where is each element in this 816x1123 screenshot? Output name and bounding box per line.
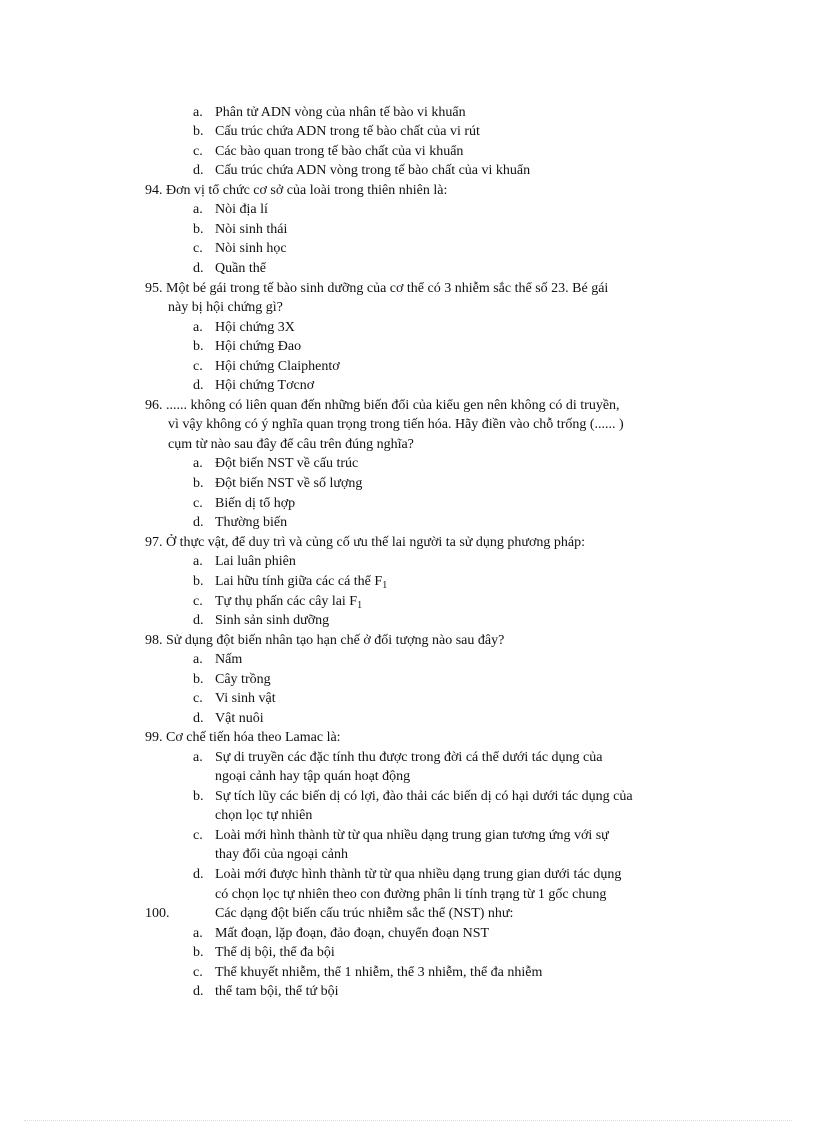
q93-option-d: d. Cấu trúc chứa ADN vòng trong tế bào chất của vi khuẩn <box>193 163 531 178</box>
q95-option-b: b. Hội chứng Đao <box>193 339 302 354</box>
q97-question: 97. Ở thực vật, để duy trì và củng cố ưu thế lai người ta sử dụng phương pháp: <box>145 535 586 550</box>
q99-option-c-cont: thay đổi của ngoại cảnh <box>215 847 348 862</box>
q94-option-c: c. Nòi sinh học <box>193 241 287 256</box>
q95-option-c: c. Hội chứng Claiphentơ <box>193 359 340 374</box>
q96-option-b: b. Đột biến NST về số lượng <box>193 476 363 491</box>
q98-option-b: b. Cây trồng <box>193 672 271 687</box>
q94-option-b: b. Nòi sinh thái <box>193 222 288 237</box>
q99-option-b: b. Sự tích lũy các biến dị có lợi, đào thải các biến dị có hại dưới tác dụng của <box>193 789 633 804</box>
q99-option-c: c. Loài mới hình thành từ từ qua nhiều dạng trung gian tương ứng với sự <box>193 828 609 843</box>
q96-question-line3: cụm từ nào sau đây để câu trên đúng nghĩa? <box>168 437 414 452</box>
q98-option-d: d. Vật nuôi <box>193 711 264 726</box>
q97-option-b: b. Lai hữu tính giữa các cá thể $F_1$ <box>193 574 388 591</box>
q95-option-a: a. Hội chứng 3X <box>193 320 295 335</box>
q100-option-c: c. Thể khuyết nhiễm, thể 1 nhiễm, thể 3 nhiễm, thể đa nhiễm <box>193 965 543 980</box>
q96-option-c: c. Biến dị tổ hợp <box>193 496 296 511</box>
q96-option-a: a. Đột biến NST về cấu trúc <box>193 456 359 471</box>
q93-option-a: a. Phân tử ADN vòng của nhân tế bào vi khuẩn <box>193 105 466 120</box>
q96-question-line2: vì vậy không có ý nghĩa quan trọng trong tiến hóa. Hãy điền vào chỗ trống (...... ) <box>168 417 624 432</box>
q97-option-c: c. Tự thụ phấn các cây lai $F_1$ <box>193 594 363 611</box>
q99-option-b-cont: chọn lọc tự nhiên <box>215 808 313 823</box>
q96-question-line1: 96. ...... không có liên quan đến những biến đổi của kiểu gen nên không có di truyền, <box>145 398 620 413</box>
q95-question-line1: 95. Một bé gái trong tế bào sinh dưỡng của cơ thể có 3 nhiễm sắc thể số 23. Bé gái <box>145 281 609 296</box>
q100-option-a: a. Mất đoạn, lặp đoạn, đảo đoạn, chuyển đoạn NST <box>193 926 490 941</box>
q97-option-a: a. Lai luân phiên <box>193 554 296 569</box>
q93-option-b: b. Cấu trúc chứa ADN trong tế bào chất của vi rút <box>193 124 480 139</box>
q94-option-a: a. Nòi địa lí <box>193 202 268 217</box>
q94-question: 94. Đơn vị tổ chức cơ sở của loài trong thiên nhiên là: <box>145 183 448 198</box>
q93-option-c: c. Các bào quan trong tế bào chất của vi khuẩn <box>193 144 464 159</box>
page-bottom-divider <box>24 1120 792 1121</box>
q100-question: Các dạng đột biến cấu trúc nhiễm sắc thể (NST) như: <box>215 906 514 921</box>
q99-option-a: a. Sự di truyền các đặc tính thu được trong đời cá thể dưới tác dụng của <box>193 750 603 765</box>
q97-option-d: d. Sinh sản sinh dưỡng <box>193 613 330 628</box>
q99-option-d: d. Loài mới được hình thành từ từ qua nhiều dạng trung gian dưới tác dụng <box>193 867 622 882</box>
q99-option-a-cont: ngoại cảnh hay tập quán hoạt động <box>215 769 411 784</box>
q98-option-a: a. Nấm <box>193 652 243 667</box>
q99-question: 99. Cơ chế tiến hóa theo Lamac là: <box>145 730 341 745</box>
q95-option-d: d. Hội chứng Tơcnơ <box>193 378 315 393</box>
q96-option-d: d. Thường biến <box>193 515 288 530</box>
q95-question-line2: này bị hội chứng gì? <box>168 300 283 315</box>
q98-question: 98. Sử dụng đột biến nhân tạo hạn chế ở đối tượng nào sau đây? <box>145 633 505 648</box>
subscript: 1 <box>382 580 388 591</box>
q98-option-c: c. Vi sinh vật <box>193 691 276 706</box>
q100-option-b: b. Thể dị bội, thể đa bội <box>193 945 335 960</box>
q94-option-d: d. Quần thể <box>193 261 266 276</box>
q100-number: 100. <box>145 906 170 921</box>
q100-option-d: d. thể tam bội, thể tứ bội <box>193 984 339 999</box>
q99-option-d-cont: có chọn lọc tự nhiên theo con đường phân li tính trạng từ 1 gốc chung <box>215 887 607 902</box>
subscript: 1 <box>357 600 363 611</box>
